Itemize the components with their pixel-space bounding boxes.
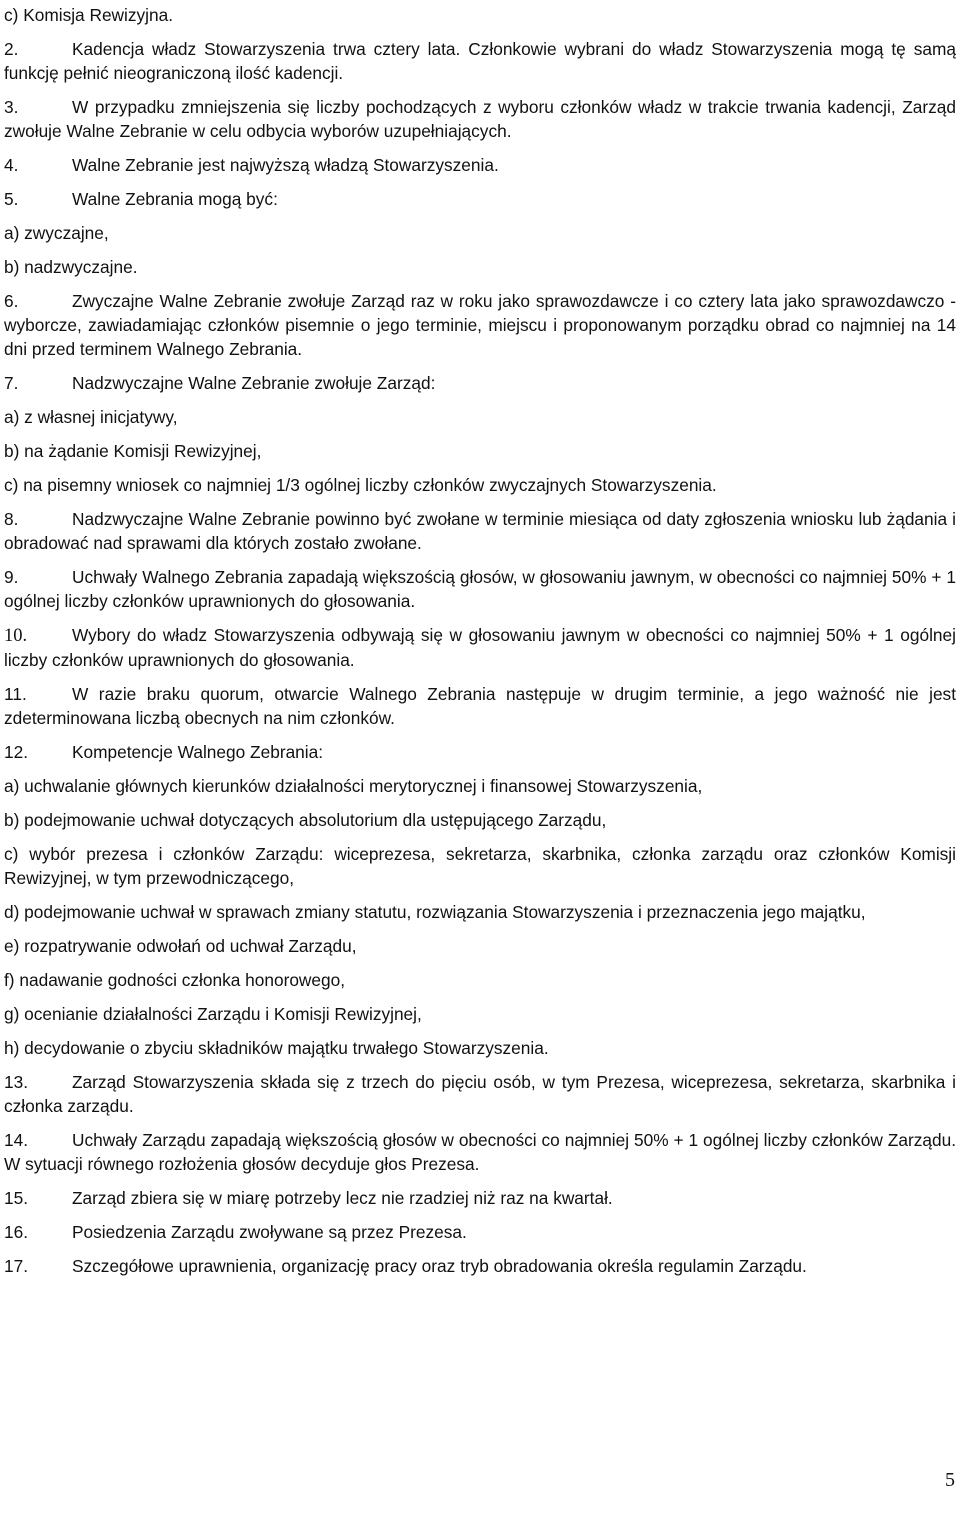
paragraph-2	[4, 37, 956, 85]
paragraph-16	[4, 1220, 956, 1244]
paragraph-number: 4.	[4, 155, 19, 175]
item-12b	[4, 808, 956, 832]
paragraph-10	[4, 623, 956, 672]
paragraph-text: Wybory do władz Stowarzyszenia odbywają się w głosowaniu jawnym w obecności co najmniej 50% + 1 ogólnej liczby członków uprawnionych do głosowania.	[4, 625, 956, 670]
list-item-text: b) na żądanie Komisji Rewizyjnej,	[4, 441, 262, 461]
paragraph-number: 10.	[4, 626, 28, 646]
list-item-text: f) nadawanie godności członka honorowego,	[4, 970, 346, 990]
paragraph-12	[4, 740, 956, 764]
item-7c	[4, 473, 956, 497]
list-item-text: d) podejmowanie uchwał w sprawach zmiany statutu, rozwiązania Stowarzyszenia i przeznaczenia jego majątku,	[4, 902, 866, 922]
list-item-text: a) zwyczajne,	[4, 223, 109, 243]
paragraph-number: 14.	[4, 1130, 29, 1150]
statute-text	[4, 3, 956, 1278]
item-5b	[4, 255, 956, 279]
paragraph-number: 16.	[4, 1222, 29, 1242]
item-12a	[4, 774, 956, 798]
paragraph-6	[4, 289, 956, 361]
paragraph-number: 13.	[4, 1072, 29, 1092]
paragraph-number: 7.	[4, 373, 19, 393]
item-12g	[4, 1002, 956, 1026]
paragraph-text: Nadzwyczajne Walne Zebranie powinno być zwołane w terminie miesiąca od daty zgłoszenia wniosku lub żądania i obradować nad sprawami dla których zostało zwołane.	[4, 509, 956, 553]
item-7b	[4, 439, 956, 463]
list-item-text: e) rozpatrywanie odwołań od uchwał Zarządu,	[4, 936, 357, 956]
page-number: 5	[945, 1469, 955, 1491]
item-12d	[4, 900, 956, 924]
paragraph-17	[4, 1254, 956, 1278]
list-item-text: b) nadzwyczajne.	[4, 257, 138, 277]
paragraph-text: Nadzwyczajne Walne Zebranie zwołuje Zarząd:	[72, 373, 436, 393]
list-item-text: c) wybór prezesa i członków Zarządu: wiceprezesa, sekretarza, skarbnika, członka zarządu oraz członków Komisji Rewizyjnej, w tym przewodniczącego,	[4, 844, 956, 888]
paragraph-number: 9.	[4, 567, 19, 587]
list-item-text: c) na pisemny wniosek co najmniej 1/3 ogólnej liczby członków zwyczajnych Stowarzyszenia.	[4, 475, 717, 495]
paragraph-text: W przypadku zmniejszenia się liczby pochodzących z wyboru członków władz w trakcie trwania kadencji, Zarząd zwołuje Walne Zebranie w celu odbycia wyborów uzupełniających.	[4, 97, 956, 141]
paragraph-number: 6.	[4, 291, 19, 311]
list-item-text: h) decydowanie o zbyciu składników majątku trwałego Stowarzyszenia.	[4, 1038, 549, 1058]
paragraph-14	[4, 1128, 956, 1176]
list-item-text: g) ocenianie działalności Zarządu i Komisji Rewizyjnej,	[4, 1004, 422, 1024]
paragraph-8	[4, 507, 956, 555]
paragraph-text: Posiedzenia Zarządu zwoływane są przez Prezesa.	[72, 1222, 467, 1242]
paragraph-number: 3.	[4, 97, 19, 117]
item-5a	[4, 221, 956, 245]
paragraph-number: 15.	[4, 1188, 29, 1208]
paragraph-text: Zarząd Stowarzyszenia składa się z trzech do pięciu osób, w tym Prezesa, wiceprezesa, sekretarza, skarbnika i członka zarządu.	[4, 1072, 956, 1116]
paragraph-number: 12.	[4, 742, 29, 762]
paragraph-text: Zwyczajne Walne Zebranie zwołuje Zarząd raz w roku jako sprawozdawcze i co cztery lata jako sprawozdawczo - wyborcze, zawiadamiając członków pisemnie o jego terminie, miejscu i proponowanym porządku obrad co najmniej na 14 dni przed terminem Walnego Zebrania.	[4, 291, 956, 359]
item-12h	[4, 1036, 956, 1060]
list-item-text: b) podejmowanie uchwał dotyczących absolutorium dla ustępującego Zarządu,	[4, 810, 607, 830]
paragraph-text: Szczegółowe uprawnienia, organizację pracy oraz tryb obradowania określa regulamin Zarządu.	[72, 1256, 807, 1276]
item-12f	[4, 968, 956, 992]
paragraph-5	[4, 187, 956, 211]
item-7a	[4, 405, 956, 429]
paragraph-13	[4, 1070, 956, 1118]
paragraph-3	[4, 95, 956, 143]
item-12c	[4, 842, 956, 890]
paragraph-9	[4, 565, 956, 613]
paragraph-4	[4, 153, 956, 177]
paragraph-text: W razie braku quorum, otwarcie Walnego Zebrania następuje w drugim terminie, a jego ważność nie jest zdeterminowana liczbą obecnych na nim członków.	[4, 684, 956, 728]
paragraph-7	[4, 371, 956, 395]
item-c-komisja	[4, 3, 956, 27]
item-12e	[4, 934, 956, 958]
paragraph-text: Uchwały Zarządu zapadają większością głosów w obecności co najmniej 50% + 1 ogólnej liczby członków Zarządu. W sytuacji równego rozłożenia głosów decyduje głos Prezesa.	[4, 1130, 956, 1174]
paragraph-11	[4, 682, 956, 730]
paragraph-text: Walne Zebranie jest najwyższą władzą Stowarzyszenia.	[72, 155, 499, 175]
paragraph-text: Zarząd zbiera się w miarę potrzeby lecz nie rzadziej niż raz na kwartał.	[72, 1188, 613, 1208]
paragraph-number: 11.	[4, 684, 27, 704]
paragraph-number: 8.	[4, 509, 19, 529]
paragraph-number: 2.	[4, 39, 19, 59]
paragraph-number: 17.	[4, 1256, 29, 1276]
text-line: c) Komisja Rewizyjna.	[4, 5, 174, 25]
paragraph-text: Kadencja władz Stowarzyszenia trwa cztery lata. Członkowie wybrani do władz Stowarzyszenia mogą tę samą funkcję pełnić nieograniczoną ilość kadencji.	[4, 39, 956, 83]
paragraph-15	[4, 1186, 956, 1210]
paragraph-number: 5.	[4, 189, 19, 209]
list-item-text: a) uchwalanie głównych kierunków działalności merytorycznej i finansowej Stowarzyszenia,	[4, 776, 703, 796]
paragraph-text: Walne Zebrania mogą być:	[72, 189, 278, 209]
list-item-text: a) z własnej inicjatywy,	[4, 407, 178, 427]
paragraph-text: Kompetencje Walnego Zebrania:	[72, 742, 324, 762]
paragraph-text: Uchwały Walnego Zebrania zapadają większością głosów, w głosowaniu jawnym, w obecności co najmniej 50% + 1 ogólnej liczby członków uprawnionych do głosowania.	[4, 567, 956, 611]
